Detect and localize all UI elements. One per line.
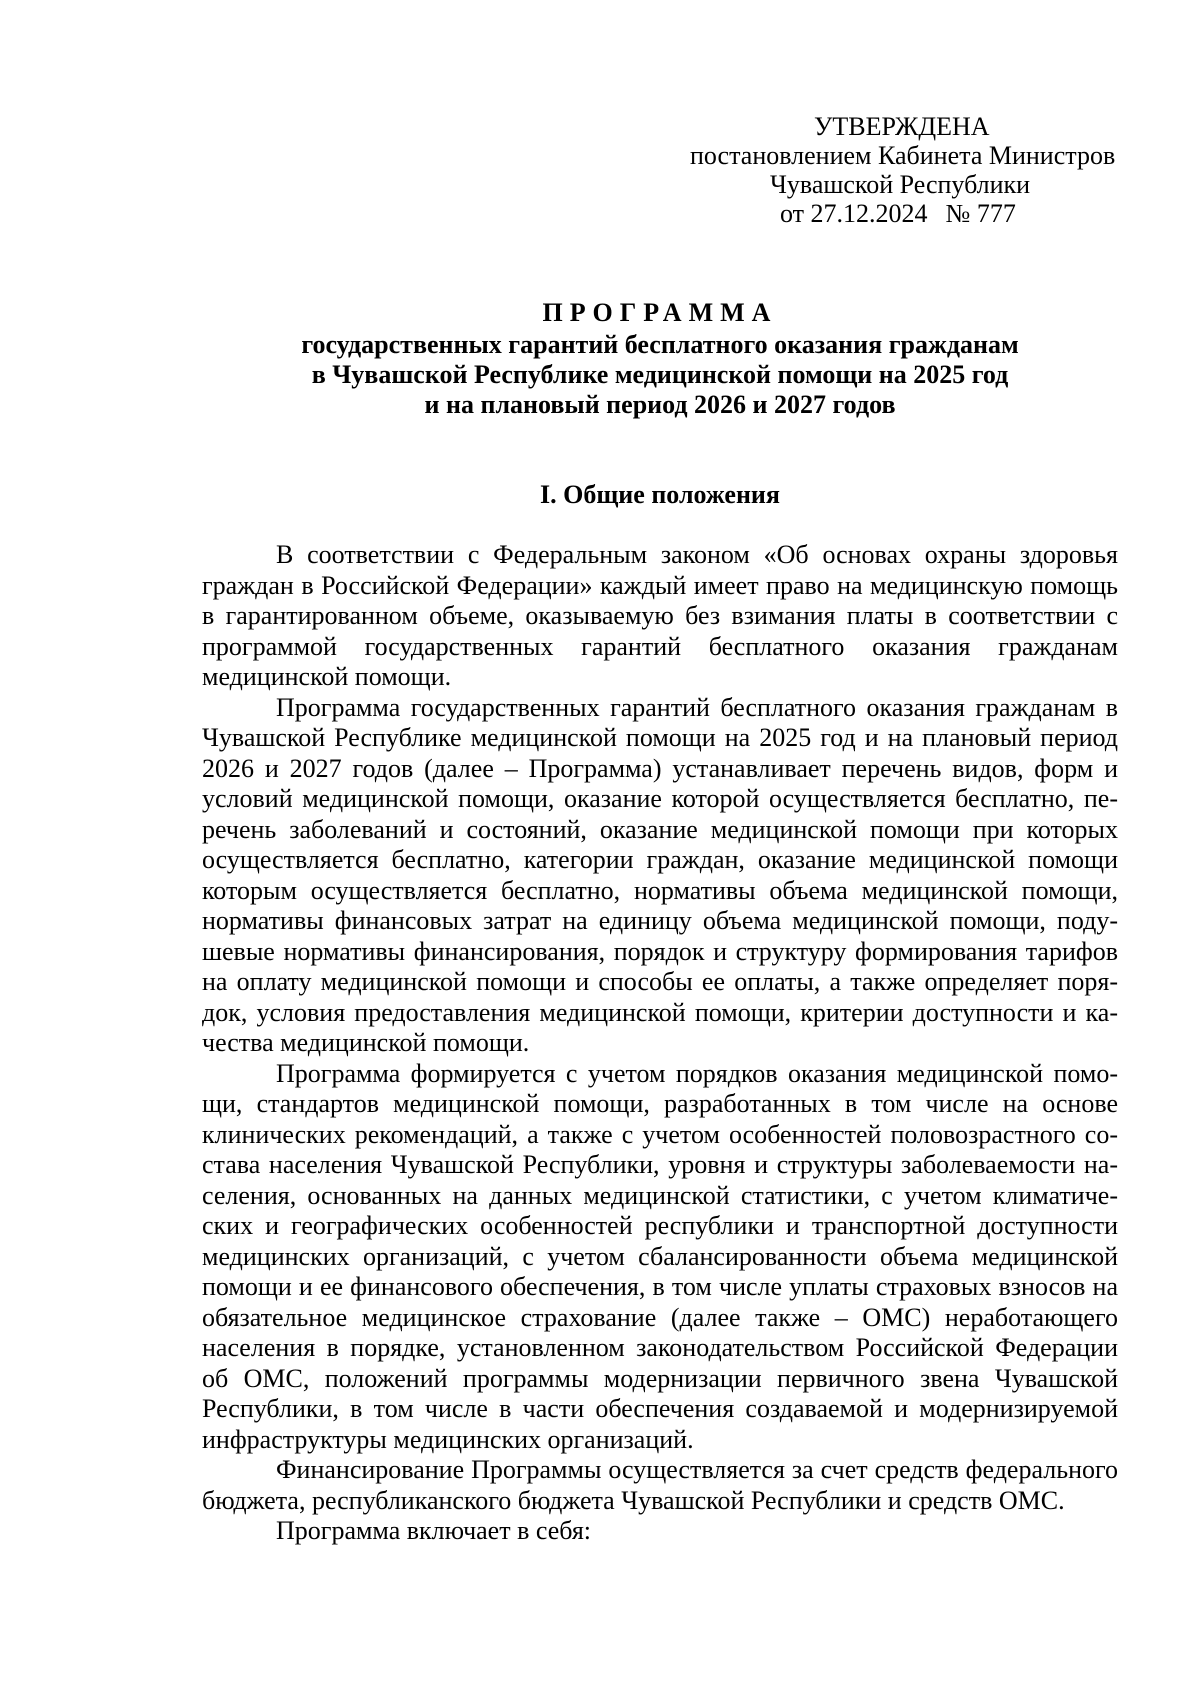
approval-authority: постановлением Кабинета Министров bbox=[690, 141, 1116, 170]
approval-number: № 777 bbox=[945, 199, 1016, 228]
approval-title: УТВЕРЖДЕНА bbox=[814, 112, 990, 141]
paragraph-3: Программа формируется с учетом порядков оказания медицинской помощи, стандартов медицинской помощи, разработанных в том числе на основе клинических рекомендаций, а также с учетом особенностей половозрастного состава населения Чувашской Республики, уровня и структуры заболеваемости населения, основанных на данных медицинской статистики, с учетом климатических и географических особенностей республики и транспортной доступности медицинских организаций, с учетом сбалансированности объема медицинской помощи и ее финансового обеспечения, в том числе уплаты страховых взносов на обязательное медицинское страхование (далее также – ОМС) неработающего населения в порядке, установленном законодательством Российской Федерации об ОМС, положений программы модернизации первичного звена Чувашской Республики, в том числе в части обеспечения создаваемой и модернизируемой инфраструктуры медицинских организаций. bbox=[202, 1058, 1118, 1454]
document-subtitle-line-1: государственных гарантий бесплатного оказания гражданам bbox=[301, 330, 1019, 359]
paragraph-4: Финансирование Программы осуществляется за счет средств федерального бюджета, республиканского бюджета Чувашской Республики и средств ОМС. bbox=[202, 1455, 1118, 1515]
approval-date-number bbox=[690, 199, 1130, 228]
section-heading: I. Общие положения bbox=[540, 480, 780, 509]
approval-region: Чувашской Республики bbox=[770, 170, 1031, 199]
paragraph-2: Программа государственных гарантий бесплатного оказания гражданам в Чувашской Республике медицинской помощи на 2025 год и на плановый период 2026 и 2027 годов (далее – Программа) устанавливает перечень видов, форм и условий медицинской помощи, оказание которой осуществляется бесплатно, перечень заболеваний и состояний, оказание медицинской помощи при которых осуществляется бесплатно, категории граждан, оказание медицинской помощи которым осуществляется бесплатно, нормативы объема медицинской помощи, нормативы финансовых затрат на единицу объема медицинской помощи, подушевые нормативы финансирования, порядок и структуру формирования тарифов на оплату медицинской помощи и способы ее оплаты, а также определяет порядок, условия предоставления медицинской помощи, критерии доступности и качества медицинской помощи. bbox=[202, 692, 1118, 1057]
approval-date: от 27.12.2024 bbox=[780, 199, 928, 228]
body-text bbox=[202, 540, 1118, 1547]
document-subtitle-line-2: в Чувашской Республике медицинской помощи на 2025 год bbox=[311, 360, 1009, 389]
paragraph-1: В соответствии с Федеральным законом «Об основах охраны здоровья граждан в Российской Федерации» каждый имеет право на медицинскую помощь в гарантированном объеме, оказываемую без взимания платы в соответствии с программой государственных гарантий бесплатного оказания гражданам медицинской помощи. bbox=[202, 540, 1118, 691]
approval-stamp-block bbox=[690, 112, 1130, 228]
document-subtitle-line-3: и на плановый период 2026 и 2027 годов bbox=[424, 390, 896, 419]
document-title: ПРОГРАММА bbox=[542, 298, 778, 327]
paragraph-5: Программа включает в себя: bbox=[276, 1516, 592, 1545]
document-title-block bbox=[200, 298, 1120, 420]
